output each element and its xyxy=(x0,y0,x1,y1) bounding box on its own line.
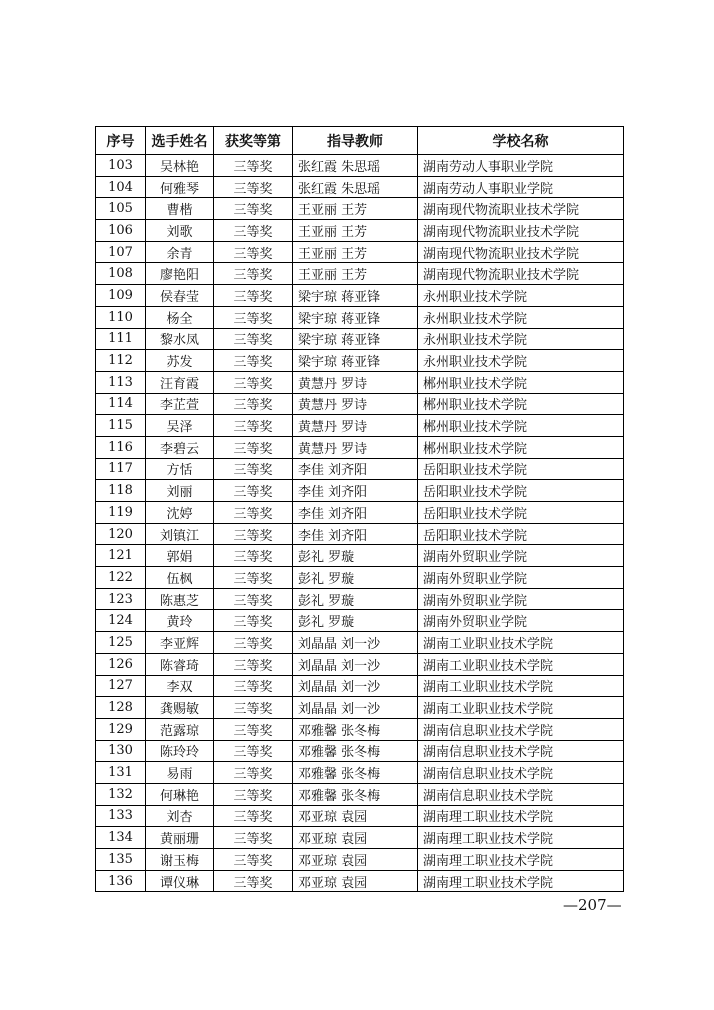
award-level: 三等奖 xyxy=(214,306,293,328)
row-number: 117 xyxy=(96,458,146,480)
table-row xyxy=(96,827,624,849)
instructor-names: 李佳 刘齐阳 xyxy=(293,458,418,480)
contestant-name: 何琳艳 xyxy=(146,783,214,805)
instructor-names: 李佳 刘齐阳 xyxy=(293,480,418,502)
award-level: 三等奖 xyxy=(214,610,293,632)
row-number: 130 xyxy=(96,740,146,762)
award-level: 三等奖 xyxy=(214,762,293,784)
row-number: 114 xyxy=(96,393,146,415)
table-row xyxy=(96,718,624,740)
instructor-names: 刘晶晶 刘一沙 xyxy=(293,675,418,697)
school-name: 郴州职业技术学院 xyxy=(418,393,624,415)
school-name: 岳阳职业技术学院 xyxy=(418,480,624,502)
instructor-names: 王亚丽 王芳 xyxy=(293,198,418,220)
school-name: 永州职业技术学院 xyxy=(418,285,624,307)
contestant-name: 侯春莹 xyxy=(146,285,214,307)
instructor-names: 邓亚琼 袁园 xyxy=(293,827,418,849)
instructor-names: 彭礼 罗璇 xyxy=(293,545,418,567)
table-row xyxy=(96,350,624,372)
instructor-names: 刘晶晶 刘一沙 xyxy=(293,632,418,654)
contestant-name: 汪育霞 xyxy=(146,371,214,393)
instructor-names: 王亚丽 王芳 xyxy=(293,241,418,263)
contestant-name: 刘杏 xyxy=(146,805,214,827)
contestant-name: 李碧云 xyxy=(146,436,214,458)
school-name: 湖南工业职业技术学院 xyxy=(418,653,624,675)
row-number: 120 xyxy=(96,523,146,545)
contestant-name: 李亚辉 xyxy=(146,632,214,654)
contestant-name: 何雅琴 xyxy=(146,176,214,198)
table-row xyxy=(96,610,624,632)
school-name: 湖南工业职业技术学院 xyxy=(418,675,624,697)
row-number: 123 xyxy=(96,588,146,610)
table-row xyxy=(96,783,624,805)
award-level: 三等奖 xyxy=(214,393,293,415)
school-name: 郴州职业技术学院 xyxy=(418,371,624,393)
row-number: 107 xyxy=(96,241,146,263)
school-name: 湖南工业职业技术学院 xyxy=(418,632,624,654)
row-number: 132 xyxy=(96,783,146,805)
instructor-names: 张红霞 朱思瑶 xyxy=(293,155,418,177)
award-level: 三等奖 xyxy=(214,718,293,740)
row-number: 104 xyxy=(96,176,146,198)
contestant-name: 沈婷 xyxy=(146,502,214,524)
table-row xyxy=(96,588,624,610)
table-row xyxy=(96,328,624,350)
school-name: 湖南工业职业技术学院 xyxy=(418,697,624,719)
table-row xyxy=(96,523,624,545)
instructor-names: 梁宇琼 蒋亚锋 xyxy=(293,328,418,350)
award-level: 三等奖 xyxy=(214,328,293,350)
table-row xyxy=(96,653,624,675)
instructor-names: 彭礼 罗璇 xyxy=(293,588,418,610)
award-level: 三等奖 xyxy=(214,241,293,263)
row-number: 135 xyxy=(96,849,146,871)
contestant-name: 吴泽 xyxy=(146,415,214,437)
instructor-names: 邓雅馨 张冬梅 xyxy=(293,740,418,762)
contestant-name: 李芷萱 xyxy=(146,393,214,415)
table-row xyxy=(96,263,624,285)
award-level: 三等奖 xyxy=(214,198,293,220)
school-name: 湖南外贸职业学院 xyxy=(418,610,624,632)
instructor-names: 刘晶晶 刘一沙 xyxy=(293,653,418,675)
contestant-name: 谭仪琳 xyxy=(146,870,214,892)
row-number: 122 xyxy=(96,567,146,589)
row-number: 111 xyxy=(96,328,146,350)
contestant-name: 陈玲玲 xyxy=(146,740,214,762)
table-row xyxy=(96,155,624,177)
table-row xyxy=(96,458,624,480)
contestant-name: 龚赐敏 xyxy=(146,697,214,719)
contestant-name: 刘歌 xyxy=(146,220,214,242)
row-number: 127 xyxy=(96,675,146,697)
table-row xyxy=(96,545,624,567)
row-number: 103 xyxy=(96,155,146,177)
instructor-names: 李佳 刘齐阳 xyxy=(293,523,418,545)
table-row xyxy=(96,697,624,719)
row-number: 133 xyxy=(96,805,146,827)
table-row xyxy=(96,805,624,827)
row-number: 118 xyxy=(96,480,146,502)
row-number: 112 xyxy=(96,350,146,372)
contestant-name: 刘丽 xyxy=(146,480,214,502)
contestant-name: 郭娟 xyxy=(146,545,214,567)
contestant-name: 黄玲 xyxy=(146,610,214,632)
contestant-name: 黎水凤 xyxy=(146,328,214,350)
award-level: 三等奖 xyxy=(214,285,293,307)
table-row xyxy=(96,567,624,589)
row-number: 115 xyxy=(96,415,146,437)
award-level: 三等奖 xyxy=(214,523,293,545)
school-name: 湖南外贸职业学院 xyxy=(418,545,624,567)
award-level: 三等奖 xyxy=(214,740,293,762)
table-row xyxy=(96,849,624,871)
school-name: 湖南理工职业技术学院 xyxy=(418,870,624,892)
instructor-names: 邓雅馨 张冬梅 xyxy=(293,783,418,805)
instructor-names: 刘晶晶 刘一沙 xyxy=(293,697,418,719)
award-level: 三等奖 xyxy=(214,415,293,437)
contestant-name: 曹楷 xyxy=(146,198,214,220)
award-level: 三等奖 xyxy=(214,632,293,654)
table-row xyxy=(96,285,624,307)
header-contestant-name: 选手姓名 xyxy=(146,127,214,155)
instructor-names: 彭礼 罗璇 xyxy=(293,567,418,589)
school-name: 永州职业技术学院 xyxy=(418,306,624,328)
award-table xyxy=(95,126,624,892)
award-level: 三等奖 xyxy=(214,805,293,827)
contestant-name: 吴林艳 xyxy=(146,155,214,177)
row-number: 110 xyxy=(96,306,146,328)
contestant-name: 方恬 xyxy=(146,458,214,480)
header-number: 序号 xyxy=(96,127,146,155)
table-row xyxy=(96,502,624,524)
school-name: 岳阳职业技术学院 xyxy=(418,458,624,480)
table-row xyxy=(96,241,624,263)
contestant-name: 陈睿琦 xyxy=(146,653,214,675)
instructor-names: 梁宇琼 蒋亚锋 xyxy=(293,350,418,372)
instructor-names: 邓亚琼 袁园 xyxy=(293,870,418,892)
row-number: 124 xyxy=(96,610,146,632)
award-level: 三等奖 xyxy=(214,263,293,285)
school-name: 湖南现代物流职业技术学院 xyxy=(418,263,624,285)
school-name: 湖南劳动人事职业学院 xyxy=(418,155,624,177)
school-name: 湖南外贸职业学院 xyxy=(418,567,624,589)
table-row xyxy=(96,371,624,393)
instructor-names: 黄慧丹 罗诗 xyxy=(293,436,418,458)
contestant-name: 范露琼 xyxy=(146,718,214,740)
award-level: 三等奖 xyxy=(214,458,293,480)
row-number: 126 xyxy=(96,653,146,675)
school-name: 永州职业技术学院 xyxy=(418,350,624,372)
award-level: 三等奖 xyxy=(214,545,293,567)
row-number: 109 xyxy=(96,285,146,307)
award-level: 三等奖 xyxy=(214,480,293,502)
table-row xyxy=(96,436,624,458)
row-number: 136 xyxy=(96,870,146,892)
row-number: 116 xyxy=(96,436,146,458)
row-number: 125 xyxy=(96,632,146,654)
school-name: 岳阳职业技术学院 xyxy=(418,523,624,545)
instructor-names: 梁宇琼 蒋亚锋 xyxy=(293,306,418,328)
instructor-names: 彭礼 罗璇 xyxy=(293,610,418,632)
award-level: 三等奖 xyxy=(214,653,293,675)
school-name: 湖南理工职业技术学院 xyxy=(418,805,624,827)
award-level: 三等奖 xyxy=(214,176,293,198)
table-row xyxy=(96,393,624,415)
school-name: 郴州职业技术学院 xyxy=(418,415,624,437)
instructor-names: 邓雅馨 张冬梅 xyxy=(293,762,418,784)
school-name: 湖南理工职业技术学院 xyxy=(418,827,624,849)
award-level: 三等奖 xyxy=(214,371,293,393)
header-instructor: 指导教师 xyxy=(293,127,418,155)
header-school: 学校名称 xyxy=(418,127,624,155)
row-number: 106 xyxy=(96,220,146,242)
award-level: 三等奖 xyxy=(214,220,293,242)
table-row xyxy=(96,480,624,502)
row-number: 134 xyxy=(96,827,146,849)
contestant-name: 廖艳阳 xyxy=(146,263,214,285)
instructor-names: 邓亚琼 袁园 xyxy=(293,849,418,871)
award-level: 三等奖 xyxy=(214,675,293,697)
row-number: 108 xyxy=(96,263,146,285)
instructor-names: 黄慧丹 罗诗 xyxy=(293,371,418,393)
school-name: 湖南现代物流职业技术学院 xyxy=(418,198,624,220)
school-name: 永州职业技术学院 xyxy=(418,328,624,350)
row-number: 129 xyxy=(96,718,146,740)
row-number: 128 xyxy=(96,697,146,719)
instructor-names: 邓雅馨 张冬梅 xyxy=(293,718,418,740)
award-level: 三等奖 xyxy=(214,870,293,892)
award-level: 三等奖 xyxy=(214,436,293,458)
instructor-names: 梁宇琼 蒋亚锋 xyxy=(293,285,418,307)
table-header-row xyxy=(96,127,624,155)
instructor-names: 李佳 刘齐阳 xyxy=(293,502,418,524)
award-level: 三等奖 xyxy=(214,350,293,372)
instructor-names: 黄慧丹 罗诗 xyxy=(293,393,418,415)
row-number: 113 xyxy=(96,371,146,393)
award-level: 三等奖 xyxy=(214,155,293,177)
instructor-names: 王亚丽 王芳 xyxy=(293,263,418,285)
page-number: —207— xyxy=(563,896,622,914)
contestant-name: 刘镇江 xyxy=(146,523,214,545)
school-name: 岳阳职业技术学院 xyxy=(418,502,624,524)
school-name: 湖南外贸职业学院 xyxy=(418,588,624,610)
instructor-names: 邓亚琼 袁园 xyxy=(293,805,418,827)
row-number: 121 xyxy=(96,545,146,567)
school-name: 湖南理工职业技术学院 xyxy=(418,849,624,871)
table-row xyxy=(96,198,624,220)
instructor-names: 黄慧丹 罗诗 xyxy=(293,415,418,437)
award-level: 三等奖 xyxy=(214,783,293,805)
header-award-level: 获奖等第 xyxy=(214,127,293,155)
contestant-name: 余青 xyxy=(146,241,214,263)
award-level: 三等奖 xyxy=(214,697,293,719)
contestant-name: 黄丽珊 xyxy=(146,827,214,849)
award-level: 三等奖 xyxy=(214,827,293,849)
table-row xyxy=(96,220,624,242)
award-level: 三等奖 xyxy=(214,567,293,589)
school-name: 湖南信息职业技术学院 xyxy=(418,718,624,740)
contestant-name: 易雨 xyxy=(146,762,214,784)
contestant-name: 杨全 xyxy=(146,306,214,328)
school-name: 湖南信息职业技术学院 xyxy=(418,783,624,805)
table-row xyxy=(96,632,624,654)
contestant-name: 李双 xyxy=(146,675,214,697)
contestant-name: 伍枫 xyxy=(146,567,214,589)
award-level: 三等奖 xyxy=(214,502,293,524)
table-row xyxy=(96,675,624,697)
row-number: 105 xyxy=(96,198,146,220)
table-row xyxy=(96,740,624,762)
school-name: 湖南现代物流职业技术学院 xyxy=(418,220,624,242)
school-name: 湖南信息职业技术学院 xyxy=(418,762,624,784)
table-body xyxy=(96,155,624,892)
table-row xyxy=(96,870,624,892)
instructor-names: 张红霞 朱思瑶 xyxy=(293,176,418,198)
table-row xyxy=(96,306,624,328)
award-level: 三等奖 xyxy=(214,588,293,610)
instructor-names: 王亚丽 王芳 xyxy=(293,220,418,242)
school-name: 湖南现代物流职业技术学院 xyxy=(418,241,624,263)
school-name: 湖南劳动人事职业学院 xyxy=(418,176,624,198)
table-row xyxy=(96,176,624,198)
school-name: 郴州职业技术学院 xyxy=(418,436,624,458)
award-level: 三等奖 xyxy=(214,849,293,871)
contestant-name: 陈惠芝 xyxy=(146,588,214,610)
school-name: 湖南信息职业技术学院 xyxy=(418,740,624,762)
row-number: 131 xyxy=(96,762,146,784)
row-number: 119 xyxy=(96,502,146,524)
table-row xyxy=(96,762,624,784)
table-row xyxy=(96,415,624,437)
contestant-name: 苏发 xyxy=(146,350,214,372)
contestant-name: 谢玉梅 xyxy=(146,849,214,871)
